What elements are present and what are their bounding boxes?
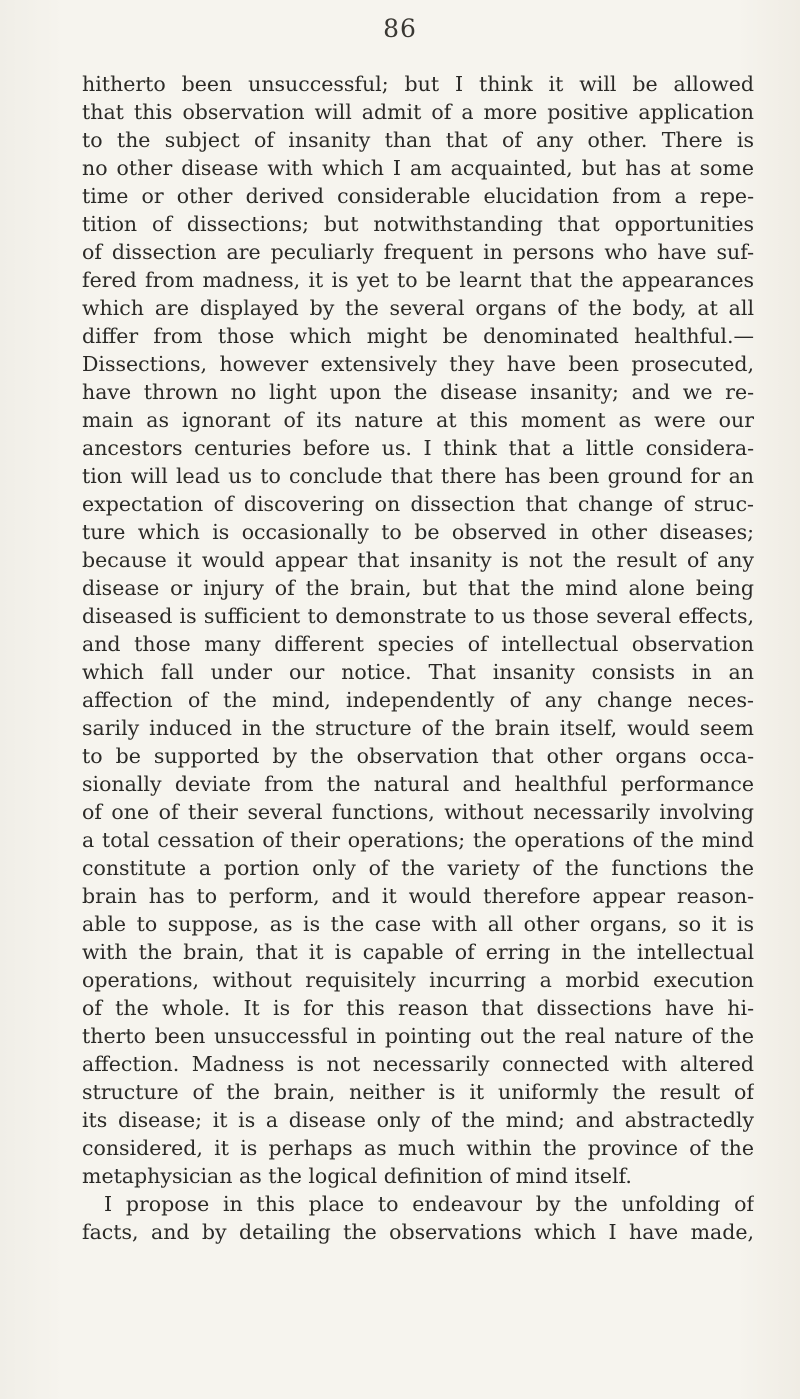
text-line: to the subject of insanity than that of any other. There is	[82, 128, 754, 152]
text-line: because it would appear that insanity is not the result of any	[82, 548, 754, 572]
text-line: I propose in this place to endeavour by the unfolding of	[104, 1192, 754, 1216]
text-line: a total cessation of their operations; the operations of the mind	[82, 828, 754, 852]
text-line: sarily induced in the structure of the brain itself, would seem	[82, 716, 754, 740]
text-line: disease or injury of the brain, but that the mind alone being	[82, 576, 754, 600]
text-line: which fall under our notice. That insanity consists in an	[82, 660, 754, 684]
text-line: considered, it is perhaps as much within the province of the	[82, 1136, 754, 1160]
text-line: expectation of discovering on dissection that change of struc-	[82, 492, 754, 516]
text-line: fered from madness, it is yet to be learnt that the appearances	[82, 268, 754, 292]
text-line: constitute a portion only of the variety of the functions the	[82, 856, 754, 880]
text-line: hitherto been unsuccessful; but I think it will be allowed	[82, 72, 754, 96]
text-line: ture which is occasionally to be observed in other diseases;	[82, 520, 754, 544]
text-line: and those many different species of intellectual observation	[82, 632, 754, 656]
text-line: to be supported by the observation that other organs occa-	[82, 744, 754, 768]
text-line: affection. Madness is not necessarily connected with altered	[82, 1052, 754, 1076]
text-line: of the whole. It is for this reason that dissections have hi-	[82, 996, 754, 1020]
text-line: time or other derived considerable elucidation from a repe-	[82, 184, 754, 208]
text-line: tion will lead us to conclude that there has been ground for an	[82, 464, 754, 488]
text-line: metaphysician as the logical definition of mind itself.	[82, 1164, 632, 1188]
text-line: its disease; it is a disease only of the mind; and abstractedly	[82, 1108, 754, 1132]
text-line: with the brain, that it is capable of erring in the intellectual	[82, 940, 754, 964]
text-line: sionally deviate from the natural and healthful performance	[82, 772, 754, 796]
text-line: tition of dissections; but notwithstanding that opportunities	[82, 212, 754, 236]
text-line: operations, without requisitely incurring a morbid execution	[82, 968, 754, 992]
body-text	[82, 70, 754, 1246]
text-line: able to suppose, as is the case with all other organs, so it is	[82, 912, 754, 936]
text-line: of dissection are peculiarly frequent in persons who have suf-	[82, 240, 754, 264]
text-line: have thrown no light upon the disease insanity; and we re-	[82, 380, 754, 404]
text-line: Dissections, however extensively they have been prosecuted,	[82, 352, 754, 376]
text-line: ancestors centuries before us. I think that a little considera-	[82, 436, 754, 460]
text-line: affection of the mind, independently of any change neces-	[82, 688, 754, 712]
text-line: no other disease with which I am acquainted, but has at some	[82, 156, 754, 180]
text-line: main as ignorant of its nature at this moment as were our	[82, 408, 754, 432]
page-number: 86	[383, 14, 417, 43]
text-line: facts, and by detailing the observations which I have made,	[82, 1220, 754, 1244]
text-line: structure of the brain, neither is it uniformly the result of	[82, 1080, 754, 1104]
text-line: differ from those which might be denominated healthful.—	[82, 324, 754, 348]
text-line: which are displayed by the several organs of the body, at all	[82, 296, 754, 320]
text-line: brain has to perform, and it would therefore appear reason-	[82, 884, 754, 908]
text-line: therto been unsuccessful in pointing out the real nature of the	[82, 1024, 754, 1048]
text-line: that this observation will admit of a more positive application	[82, 100, 754, 124]
text-line: of one of their several functions, without necessarily involving	[82, 800, 754, 824]
text-line: diseased is sufficient to demonstrate to us those several effects,	[82, 604, 754, 628]
